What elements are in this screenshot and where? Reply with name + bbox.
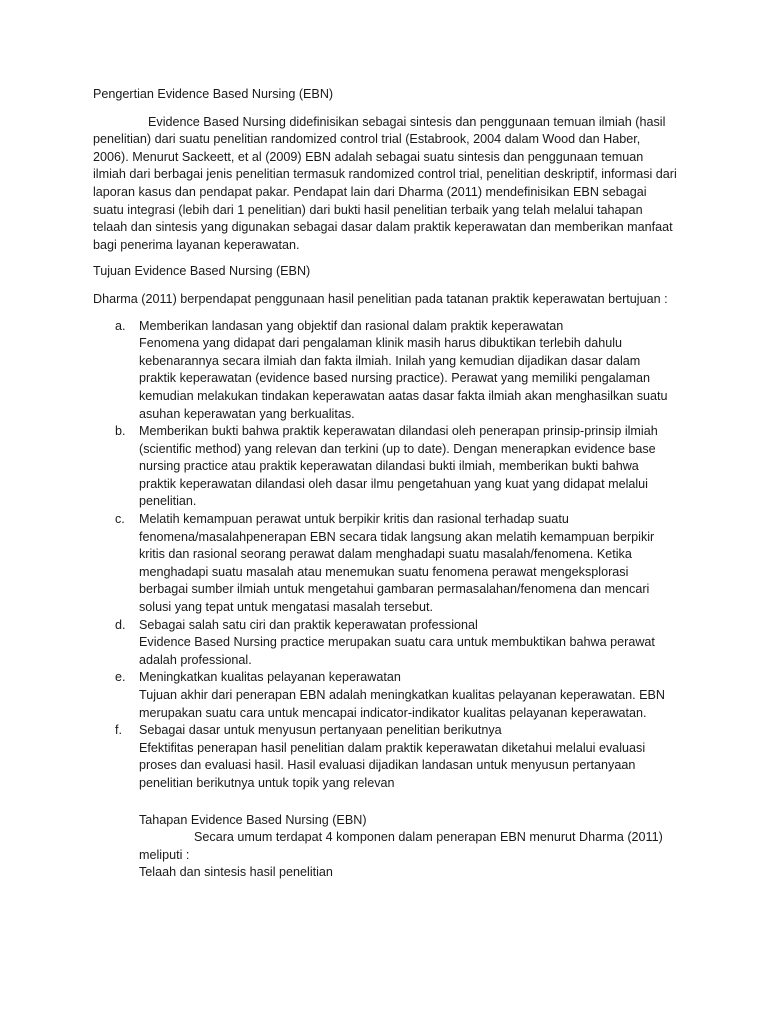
first-component-text: Telaah dan sintesis hasil penelitian <box>139 865 333 880</box>
section-heading-tahapan: Tahapan Evidence Based Nursing (EBN) <box>139 812 367 827</box>
list-item-title: Meningkatkan kualitas pelayanan keperawatan <box>139 670 401 685</box>
list-item-body: Evidence Based Nursing practice merupakan suatu cara untuk membuktikan bahwa perawat adalah professional. <box>139 635 655 667</box>
paragraph-tujuan-intro: Dharma (2011) berpendapat penggunaan hasil penelitian pada tatanan praktik keperawatan bertujuan : <box>93 291 668 306</box>
list-item <box>93 669 678 722</box>
list-item <box>93 423 678 511</box>
list-item-body: Memberikan bukti bahwa praktik keperawatan dilandasi oleh penerapan prinsip-prinsip ilmiah (scientific method) yang relevan dan terkini (up to date). Dengan menerapkan evidence base nursing practice atau praktik keperawatan dilandasi bukti ilmiah, memberikan bukti bahwa praktik keperawatan dilandasi oleh dasar ilmu pengetahuan yang kuat yang didapat melalui penelitian. <box>139 424 658 509</box>
section-heading-pengertian: Pengertian Evidence Based Nursing (EBN) <box>93 87 334 101</box>
list-item-title: Memberikan landasan yang objektif dan rasional dalam praktik keperawatan <box>139 318 564 333</box>
spacer <box>93 793 678 803</box>
list-item-body: Efektifitas penerapan hasil penelitian dalam praktik keperawatan diketahui melalui evaluasi proses dan evaluasi hasil. Hasil evaluasi dijadikan landasan untuk menyusun pertanyaan penelitian berikutnya untuk topik yang relevan <box>139 740 646 790</box>
list-item <box>93 318 678 424</box>
spacer <box>93 309 678 318</box>
section-heading-tujuan: Tujuan Evidence Based Nursing (EBN) <box>93 264 311 279</box>
list-marker: b. <box>115 424 126 439</box>
list-item-body: Fenomena yang didapat dari pengalaman klinik masih harus dibuktikan terlebih dahulu kebenarannya secara ilmiah dan fakta ilmiah. Inilah yang kemudian dijadikan dasar dalam praktik keperawatan (evidence based nursing practice). Perawat yang memiliki pengalaman kemudian melakukan tindakan keperawatan aatas dasar fakta ilmiah akan menghasilkan suatu asuhan keperawatan yang berkualitas. <box>139 336 668 421</box>
list-item-title: Sebagai dasar untuk menyusun pertanyaan penelitian berikutnya <box>139 723 502 738</box>
list-item-title: Sebagai salah satu ciri dan praktik keperawatan professional <box>139 617 478 632</box>
list-marker: d. <box>115 617 126 632</box>
spacer <box>93 281 678 291</box>
list-item-body: Melatih kemampuan perawat untuk berpikir kritis dan rasional terhadap suatu fenomena/masalahpenerapan EBN secara tidak langsung akan melatih kemampuan berpikir kritis dan rasional seorang perawat dalam menghadapi suatu masalah/fenomena. Ketika menghadapi suatu masalah atau menemukan suatu fenomena perawat mengeksplorasi berbagai sumber ilmiah untuk mengetahui gambaran permasalahan/fenomena dan mencari solusi yang tepat untuk mengatasi masalah tersebut. <box>139 512 655 615</box>
list-item <box>93 617 678 670</box>
tujuan-list <box>93 318 678 793</box>
list-marker: e. <box>115 670 126 685</box>
list-marker: c. <box>115 512 125 527</box>
spacer <box>93 104 678 114</box>
paragraph-tahapan-intro: Secara umum terdapat 4 komponen dalam penerapan EBN menurut Dharma (2011) meliputi : <box>139 830 663 862</box>
list-item-body: Tujuan akhir dari penerapan EBN adalah meningkatkan kualitas pelayanan keperawatan. EBN merupakan suatu cara untuk mencapai indicator-indikator kualitas pelayanan keperawatan. <box>139 688 666 720</box>
list-marker: a. <box>115 318 126 333</box>
paragraph-definition: Evidence Based Nursing didefinisikan sebagai sintesis dan penggunaan temuan ilmiah (hasil penelitian) dari suatu penelitian randomized control trial (Estabrook, 2004 dalam Wood dan Haber, 2006). Menurut Sackeett, et al (2009) EBN adalah sebagai suatu sintesis dan penggunaan temuan ilmiah dari berbagai jenis penelitian termasuk randomized control trial, penelitian deskriptif, informasi dari laporan kasus dan pendapat pakar. Pendapat lain dari Dharma (2011) mendefinisikan EBN sebagai suatu integrasi (lebih dari 1 penelitian) dari bukti hasil penelitian terbaik yang telah melalui tahapan telaah dan sintesis yang digunakan sebagai dasar dalam praktik keperawatan dan memberikan manfaat bagi penerima layanan keperawatan. <box>93 114 677 252</box>
list-item <box>93 722 678 792</box>
section-tahapan <box>93 812 678 882</box>
spacer <box>93 803 678 812</box>
spacer <box>93 254 678 263</box>
list-item <box>93 511 678 617</box>
list-marker: f. <box>115 723 122 738</box>
document-page <box>93 86 678 882</box>
